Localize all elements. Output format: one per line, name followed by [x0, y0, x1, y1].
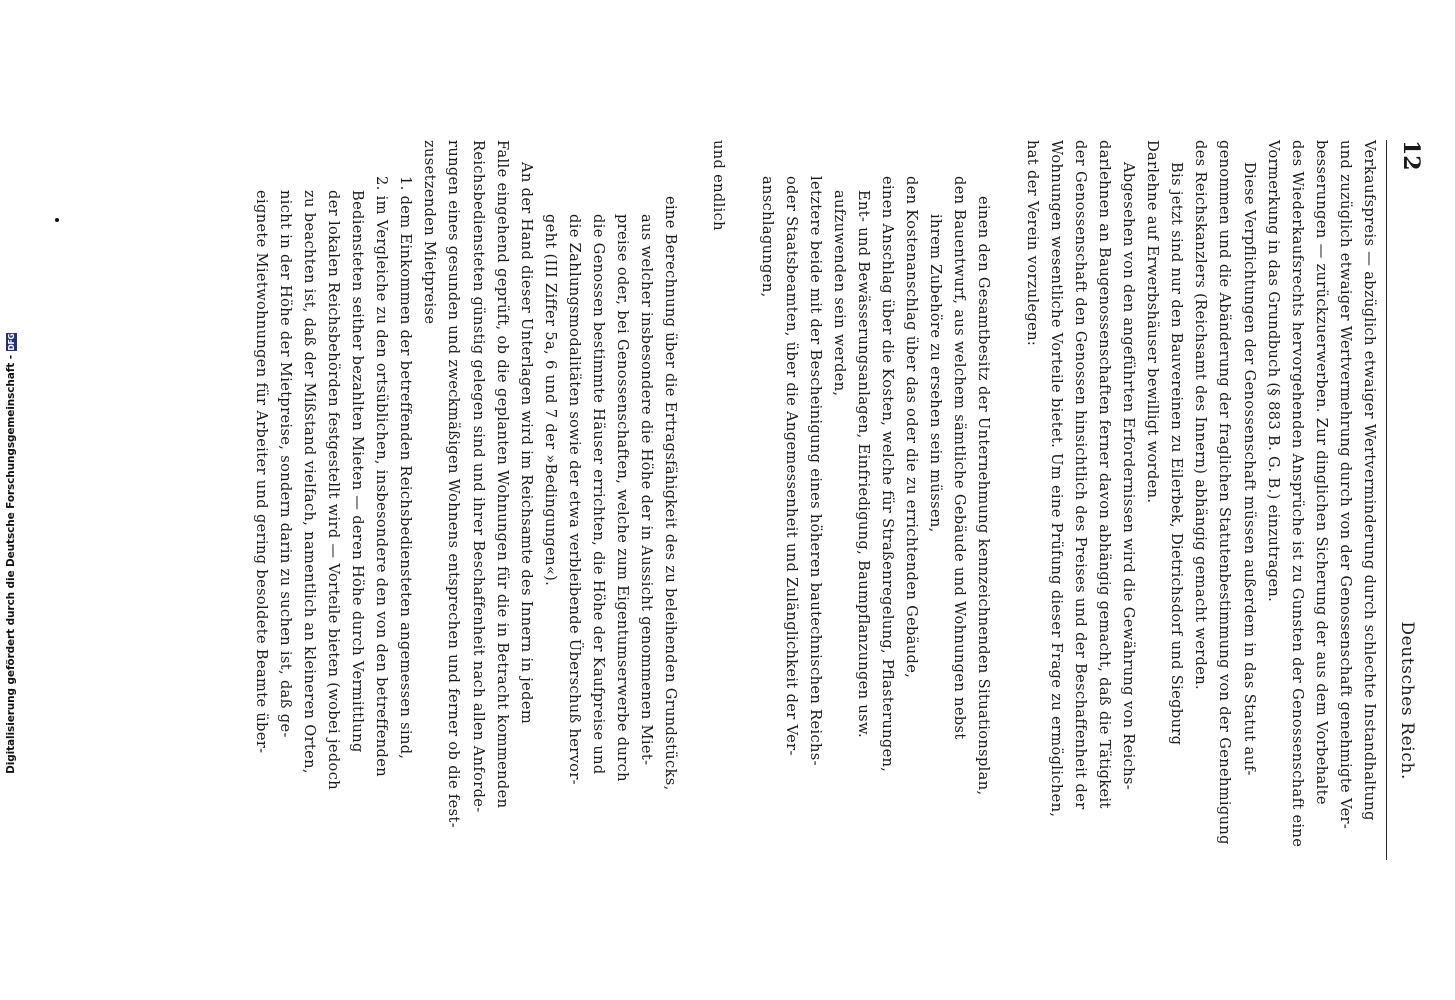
- text-line: Falle eingehend geprüft, ob die geplanten Wohnungen für die in Betracht kommenden: [493, 140, 511, 809]
- text-line: zusetzenden Mietpreise: [421, 140, 439, 325]
- numbered-item-continuation: nicht in der Höhe der Mietpreise, sondern darin zu suchen ist, daß ge-: [276, 190, 294, 738]
- text-line: hat der Verein vorzulegen:: [1023, 140, 1041, 347]
- paragraph-start-line: Bis jetzt sind nur den Bauvereinen zu Eilerbek, Dietrichsdorf und Siegburg: [1168, 162, 1186, 746]
- list-item-continuation: geht (III Ziffer 5a, 6 und 7 der »Bedingungen«).: [541, 214, 559, 587]
- text-line: der Genossenschaft den Genossen hinsichtlich des Preises und der Beschaffenheit der: [1071, 140, 1089, 810]
- list-item-line: letztere beide mit der Bescheinigung eines höheren bautechnischen Reichs-: [806, 176, 824, 766]
- text-line: besserungen — zurückzuerwerben. Zur dinglichen Sicherung der aus dem Vorbehalte: [1312, 140, 1330, 805]
- page-body: [249, 140, 1381, 860]
- page-header: [1391, 140, 1425, 860]
- list-item-continuation: die Genossen bestimmte Häuser errichten, die Höhe der Kaufpreise und: [590, 214, 607, 775]
- list-item-line: anschlagungen,: [758, 176, 776, 298]
- paragraph-start-line: Diese Verpflichtungen der Genossenschaft müssen außerdem in das Statut auf-: [1240, 162, 1258, 776]
- list-item-line: einen Anschlag über die Kosten, welche für Straßenregelung, Pflasterungen,: [879, 176, 897, 773]
- document-page: [252, 140, 1425, 860]
- credit-text: Digitalisierung gefördert durch die Deutsche Forschungsgemeinschaft -: [5, 355, 17, 774]
- numbered-item-continuation: eignete Mietwohnungen für Arbeiter und gering besoldete Beamte über-: [252, 190, 270, 754]
- list-item-continuation: Ent- und Bewässerungsanlagen, Einfriedigung, Baumpflanzungen usw.: [855, 190, 873, 739]
- line-gap: [730, 140, 754, 860]
- scan-speck: [55, 218, 59, 222]
- list-item-continuation: preise oder, bei Genossenschaften, welche zum Eigentumserwerbe durch: [614, 214, 632, 782]
- page-number: 12: [1398, 140, 1424, 171]
- numbered-item-continuation: Bediensteten seither bezahlten Mieten — deren Höhe durch Vermittlung: [349, 190, 367, 753]
- text-line: Verkaufspreis — abzüglich etwaiger Wertverminderung durch schlechte Instandhaltung: [1361, 140, 1378, 821]
- numbered-item-line: 1. dem Einkommen der betreffenden Reichsbediensteten angemessen sind,: [397, 176, 415, 760]
- numbered-item-line: 2. im Vergleiche zu den ortsüblichen, insbesondere den von den betreffenden: [373, 176, 391, 777]
- list-item-line: eine Berechnung über die Ertragsfähigkeit des zu beleihenden Grundstücks,: [662, 196, 680, 791]
- dfg-logo: DFG: [6, 333, 16, 351]
- text-line: und endlich: [710, 140, 728, 231]
- list-item-continuation: ihrem Zubehöre zu ersehen sein müssen,: [927, 214, 945, 533]
- numbered-item-continuation: zu beachten ist, daß der Mißstand vielfach, namentlich an kleineren Orten,: [300, 190, 318, 774]
- paragraph-start-line: An der Hand dieser Unterlagen wird im Reichsamte des Innern in jedem: [517, 162, 535, 725]
- text-line: Reichsbediensteten günstig gelegen sind und ihrer Beschaffenheit nach allen Anforde-: [469, 140, 487, 813]
- text-line: genommen und die Abänderung der fraglichen Statutenbestimmung von der Genehmigung: [1216, 140, 1234, 845]
- text-line: Wohnungen wesentliche Vorteile bietet. Um eine Prüfung dieser Frage zu ermöglichen,: [1047, 140, 1065, 818]
- list-item-line: einen den Gesamtbesitz der Unternehmung kennzeichnenden Situationsplan,: [975, 196, 993, 796]
- list-item-continuation: aufzuwenden sein werden,: [830, 190, 848, 397]
- text-line: darlehnen an Baugenossenschaften ferner davon abhängig gemacht, daß die Tätigkeit: [1095, 140, 1113, 809]
- line-gap: [996, 140, 1020, 860]
- text-line: Vormerkung in das Grundbuch (§ 883 B. G. B.) einzutragen.: [1264, 140, 1282, 603]
- header-rule: [1386, 140, 1387, 860]
- text-line: des Reichskanzlers (Reichsamt des Innern) abhängig gemacht werden.: [1192, 140, 1210, 690]
- line-gap: [682, 140, 706, 860]
- list-item-continuation: die Zahlungsmodalitäten sowie der etwa verbleibende Überschuß hervor-: [565, 214, 583, 785]
- text-line: Darlehne auf Erwerbshäuser bewilligt worden.: [1144, 140, 1162, 504]
- numbered-item-continuation: der lokalen Reichsbehörden festgestellt wird — Vorteile bieten (wobei jedoch: [324, 190, 342, 790]
- text-line: rungen eines gesunden und zweckmäßigen Wohnens entsprechen und ferner ob die fest-: [445, 140, 463, 828]
- list-item-line: den Kostenanschlag über das oder die zu errichtenden Gebäude,: [903, 176, 921, 679]
- paragraph-start-line: Abgesehen von den angeführten Erfordernissen wird die Gewährung von Reichs-: [1120, 162, 1138, 791]
- text-line: und zuzüglich etwaiger Wertvermehrung durch von der Genossenschaft genehmigte Ver-: [1336, 140, 1354, 830]
- list-item-continuation: aus welcher insbesondere die Höhe der in Aussicht genommenen Miet-: [638, 214, 656, 766]
- running-head: Deutsches Reich.: [1397, 621, 1417, 780]
- text-line: des Wiederkaufsrechts hervorgehenden Ansprüche ist zu Gunsten der Genossenschaft eine: [1288, 140, 1306, 848]
- list-item-line: den Bauentwurf, aus welchem sämtliche Gebäude und Wohnungen nebst: [951, 176, 969, 740]
- list-item-line: oder Staatsbeamten, über die Angemessenheit und Zulänglichkeit der Ver-: [782, 176, 800, 756]
- digitization-credit: [5, 333, 21, 1000]
